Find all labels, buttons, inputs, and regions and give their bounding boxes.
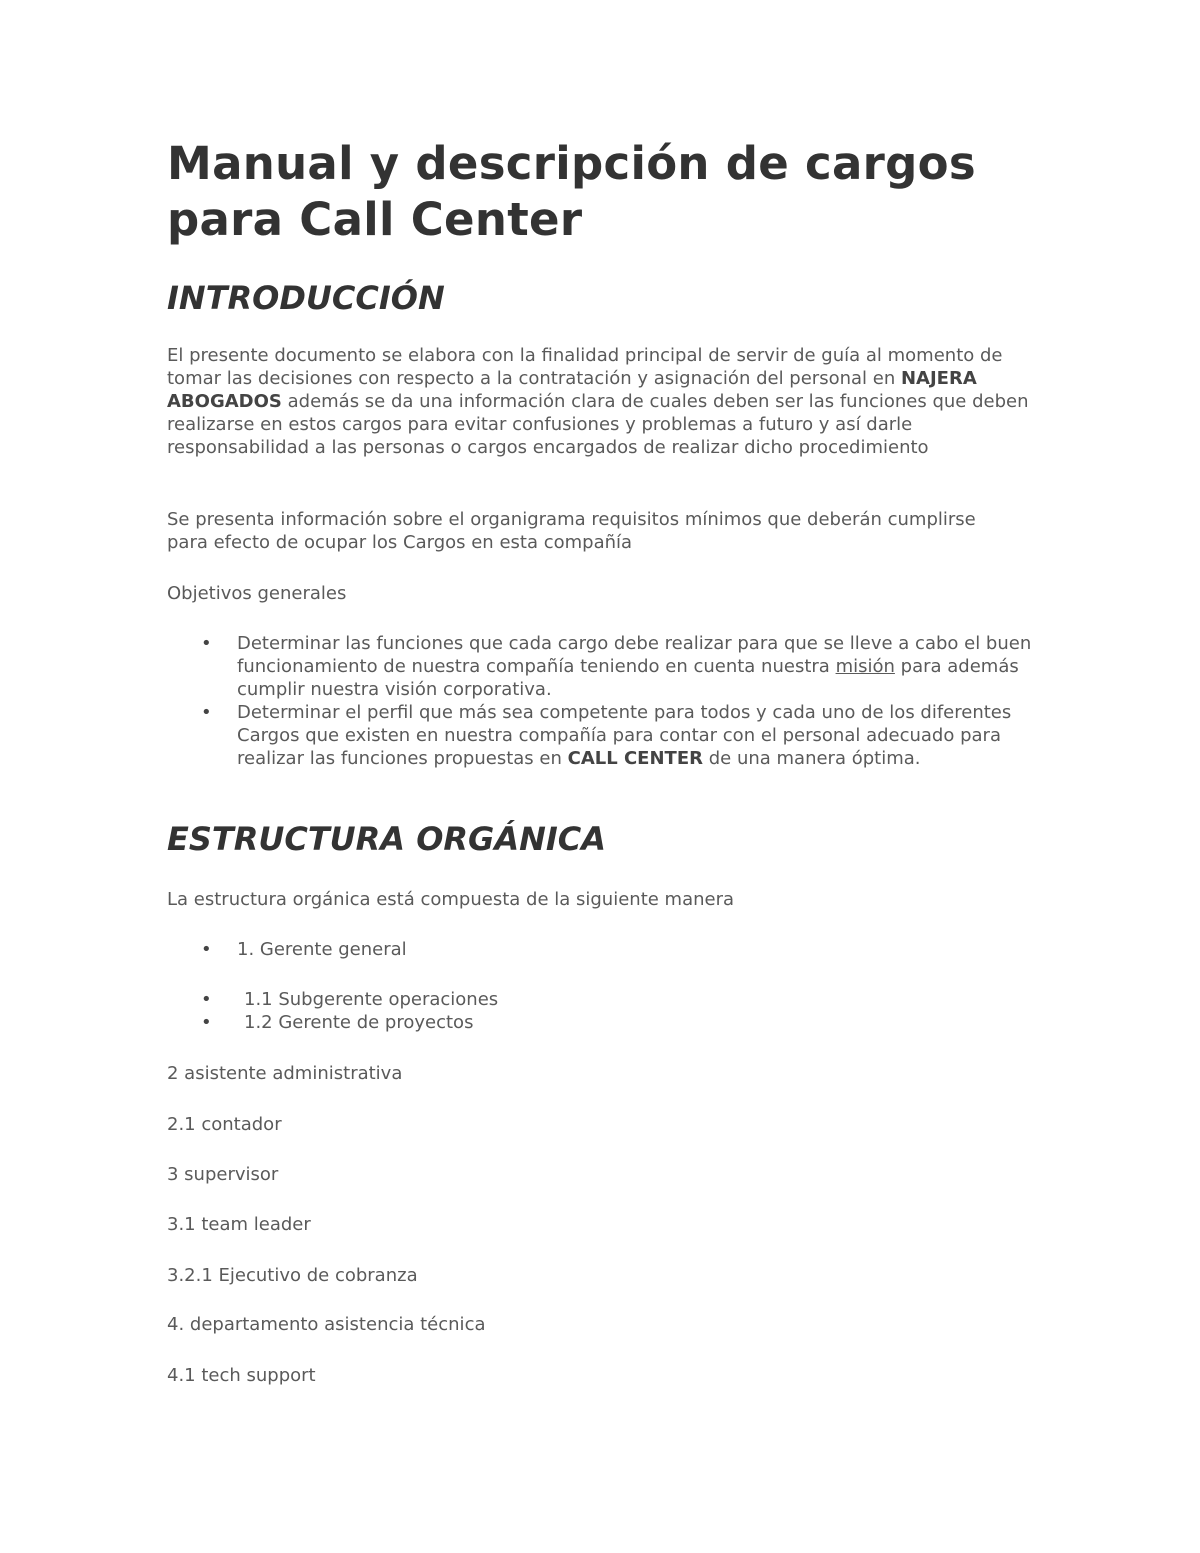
org-item: 3.1 team leader [167, 1214, 311, 1235]
gerente-list [167, 938, 407, 961]
call-center-bold: CALL CENTER [567, 748, 703, 769]
intro-paragraph-text-1: El presente documento se elabora con la finalidad principal de servir de guía al momento de tomar las decisiones con respecto a la contratación y asignación del personal en [167, 345, 1003, 389]
intro-paragraph [167, 344, 1037, 459]
org-item: 2 asistente administrativa [167, 1063, 403, 1084]
company-name: NAJERA ABOGADOS [167, 368, 977, 412]
list-item: • 1.2 Gerente de proyectos [167, 1011, 498, 1034]
estructura-intro: La estructura orgánica está compuesta de la siguiente manera [167, 889, 735, 910]
sub-gerente-list [167, 988, 498, 1034]
objective-1-text-1: Determinar las funciones que cada cargo debe realizar para que se lleve a cabo el buen funcionamiento de nuestra compañía teniendo en cuenta nuestra [237, 633, 1032, 677]
objectives-label: Objetivos generales [167, 583, 347, 604]
objective-item [167, 632, 1037, 701]
intro-paragraph-text-2: además se da una información clara de cuales deben ser las funciones que deben realizarse en estos cargos para evitar confusiones y problemas a futuro y así darle responsabilidad a las personas o cargos encargados de realizar dicho procedimiento [167, 391, 1029, 458]
objectives-list [167, 632, 1037, 770]
org-item: 4.1 tech support [167, 1365, 316, 1386]
document-title: Manual y descripción de cargos para Call Center [167, 137, 976, 246]
objective-item [167, 701, 1037, 770]
objective-2-text-2: de una manera óptima. [708, 748, 921, 769]
org-item: 3.2.1 Ejecutivo de cobranza [167, 1265, 418, 1286]
org-item: 4. departamento asistencia técnica [167, 1314, 486, 1335]
list-item: • 1. Gerente general [167, 938, 407, 961]
objective-1-text-2: para además cumplir nuestra visión corporativa. [237, 656, 1019, 700]
objective-2-text-1: Determinar el perfil que más sea competente para todos y cada uno de los diferentes Cargos que existen en nuestra compañía para contar con el personal adecuado para realizar las funciones propuestas en [237, 702, 1012, 769]
list-item: • 1.1 Subgerente operaciones [167, 988, 498, 1011]
org-item: 2.1 contador [167, 1114, 282, 1135]
org-item: 3 supervisor [167, 1164, 279, 1185]
organigrama-paragraph: Se presenta información sobre el organigrama requisitos mínimos que deberán cumplirse para efecto de ocupar los Cargos en esta compañía [167, 509, 976, 553]
introduccion-heading: INTRODUCCIÓN [167, 279, 445, 317]
mision-link[interactable]: misión [835, 656, 895, 677]
estructura-heading: ESTRUCTURA ORGÁNICA [167, 820, 607, 858]
